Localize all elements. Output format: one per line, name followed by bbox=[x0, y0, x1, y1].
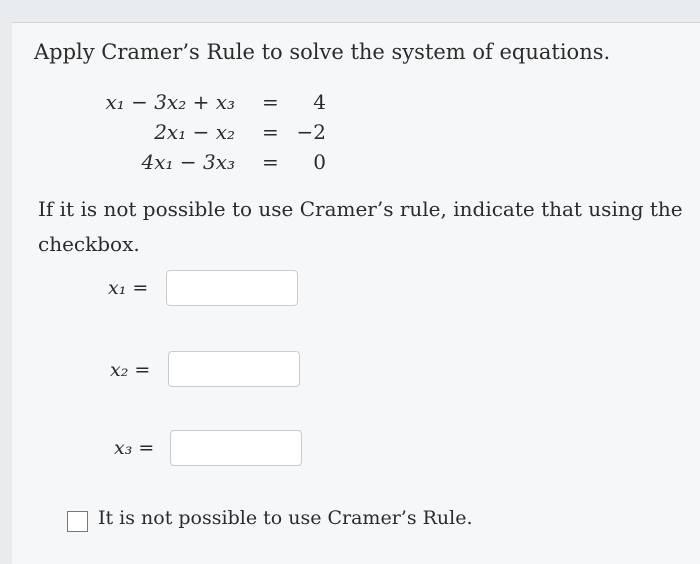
question-prompt: Apply Cramer’s Rule to solve the system of equations. bbox=[34, 40, 611, 64]
not-possible-checkbox-label[interactable]: It is not possible to use Cramer’s Rule. bbox=[98, 507, 473, 529]
x3-label: x₃ = bbox=[114, 437, 155, 459]
x2-input[interactable] bbox=[168, 351, 300, 387]
x1-input[interactable] bbox=[166, 270, 298, 306]
equation-2-lhs: 2x₁ − x₂ bbox=[154, 120, 235, 144]
equation-1-lhs: x₁ − 3x₂ + x₃ bbox=[105, 90, 235, 114]
x1-label: x₁ = bbox=[108, 277, 149, 299]
equation-3-rhs: 0 bbox=[313, 150, 326, 174]
equation-2-equals: = bbox=[262, 120, 279, 144]
equation-3-lhs: 4x₁ − 3x₃ bbox=[141, 150, 235, 174]
equation-2-rhs: −2 bbox=[296, 120, 326, 144]
equation-1-rhs: 4 bbox=[313, 90, 326, 114]
equation-1-equals: = bbox=[262, 90, 279, 114]
instruction-text: If it is not possible to use Cramer’s rule, indicate that using the checkbox. bbox=[38, 197, 683, 256]
not-possible-checkbox[interactable] bbox=[67, 511, 88, 532]
x3-input[interactable] bbox=[170, 430, 302, 466]
equation-3-equals: = bbox=[262, 150, 279, 174]
x2-label: x₂ = bbox=[110, 359, 151, 381]
